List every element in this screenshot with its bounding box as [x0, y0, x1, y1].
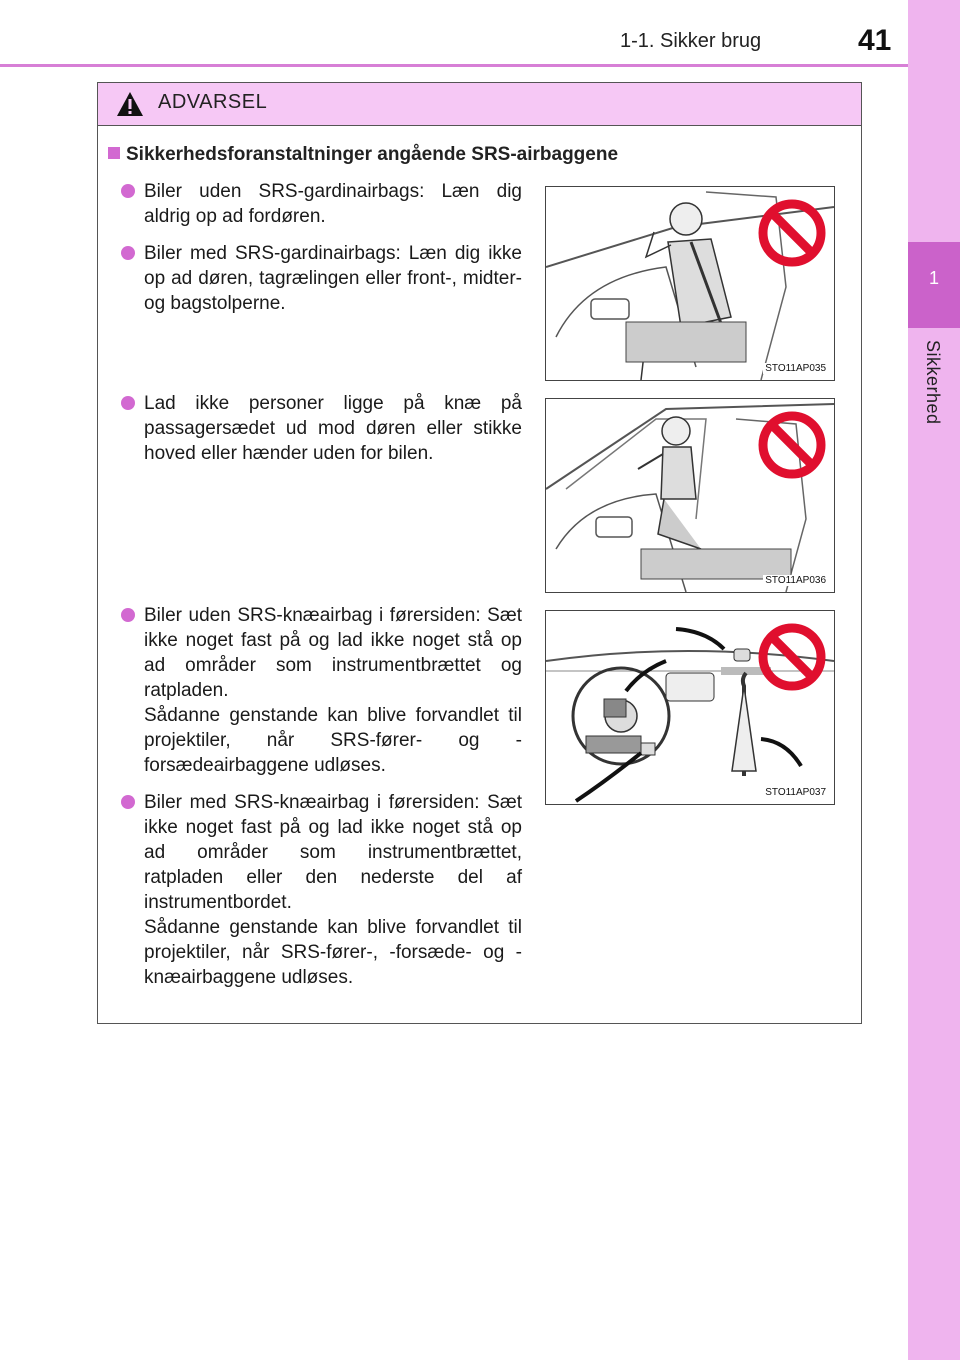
- warning-box: [97, 82, 862, 1024]
- bullet-text: Lad ikke personer ligge på knæ på passagersædet ud mod døren eller stikke hoved eller hænder uden for bilen.: [144, 393, 522, 464]
- bullet-text: Biler med SRS-knæairbag i førersiden: Sæt ikke noget fast på og lad ikke noget stå op ad områder som instrumentbrættet, ratpladen eller den nederste del af instrumentbordet.: [144, 792, 522, 913]
- bullet-text-continued: Sådanne genstande kan blive forvandlet til projektiler, når SRS-fører- og -forsædeairbaggene udløses.: [144, 705, 522, 776]
- chapter-number: 1: [928, 268, 939, 288]
- illustration-code: STO11AP037: [765, 787, 826, 798]
- bullet-dot-icon: [121, 184, 135, 198]
- warning-label: ADVARSEL: [158, 91, 268, 113]
- header-divider: [0, 64, 908, 67]
- square-bullet-icon: [108, 147, 120, 159]
- bullet-dot-icon: [121, 396, 135, 410]
- bullet-group-3: [118, 603, 522, 1002]
- illustration-kneeling: [545, 398, 835, 593]
- section-title: 1-1. Sikker brug: [620, 30, 762, 52]
- list-item: [118, 603, 522, 778]
- prohibited-icon: [758, 623, 826, 691]
- bullet-dot-icon: [121, 246, 135, 260]
- bullet-dot-icon: [121, 795, 135, 809]
- prohibited-icon: [758, 411, 826, 479]
- page-number: 41: [858, 24, 892, 57]
- illustration-lean-door: [545, 186, 835, 381]
- subheading: [108, 144, 618, 166]
- chapter-side-tab: [908, 0, 960, 1360]
- page-header: [0, 0, 908, 66]
- bullet-text: Biler med SRS-gardinairbags: Læn dig ikke op ad døren, tagrælingen eller front-, midter- og bagstolperne.: [144, 243, 522, 314]
- warning-header: [98, 83, 861, 126]
- list-item: [118, 179, 522, 229]
- warning-triangle-icon: [116, 91, 144, 117]
- bullet-text-continued: Sådanne genstande kan blive forvandlet til projektiler, når SRS-fører-, -forsæde- og -knæairbaggene udløses.: [144, 917, 522, 988]
- list-item: [118, 241, 522, 316]
- illustration-code: STO11AP036: [765, 575, 826, 586]
- illustration-dashboard: [545, 610, 835, 805]
- list-item: [118, 391, 522, 466]
- bullet-text: Biler uden SRS-gardinairbags: Læn dig aldrig op ad fordøren.: [144, 181, 522, 227]
- chapter-name: Sikkerhed: [923, 340, 943, 425]
- prohibited-icon: [758, 199, 826, 267]
- subheading-text: Sikkerhedsforanstaltninger angående SRS-airbaggene: [126, 144, 619, 165]
- list-item: [118, 790, 522, 990]
- bullet-dot-icon: [121, 608, 135, 622]
- bullet-text: Biler uden SRS-knæairbag i førersiden: Sæt ikke noget fast på og lad ikke noget stå op ad områder som instrumentbrættet og ratpladen.: [144, 605, 522, 701]
- bullet-group-1: [118, 179, 522, 328]
- bullet-group-2: [118, 391, 522, 478]
- illustration-code: STO11AP035: [765, 363, 826, 374]
